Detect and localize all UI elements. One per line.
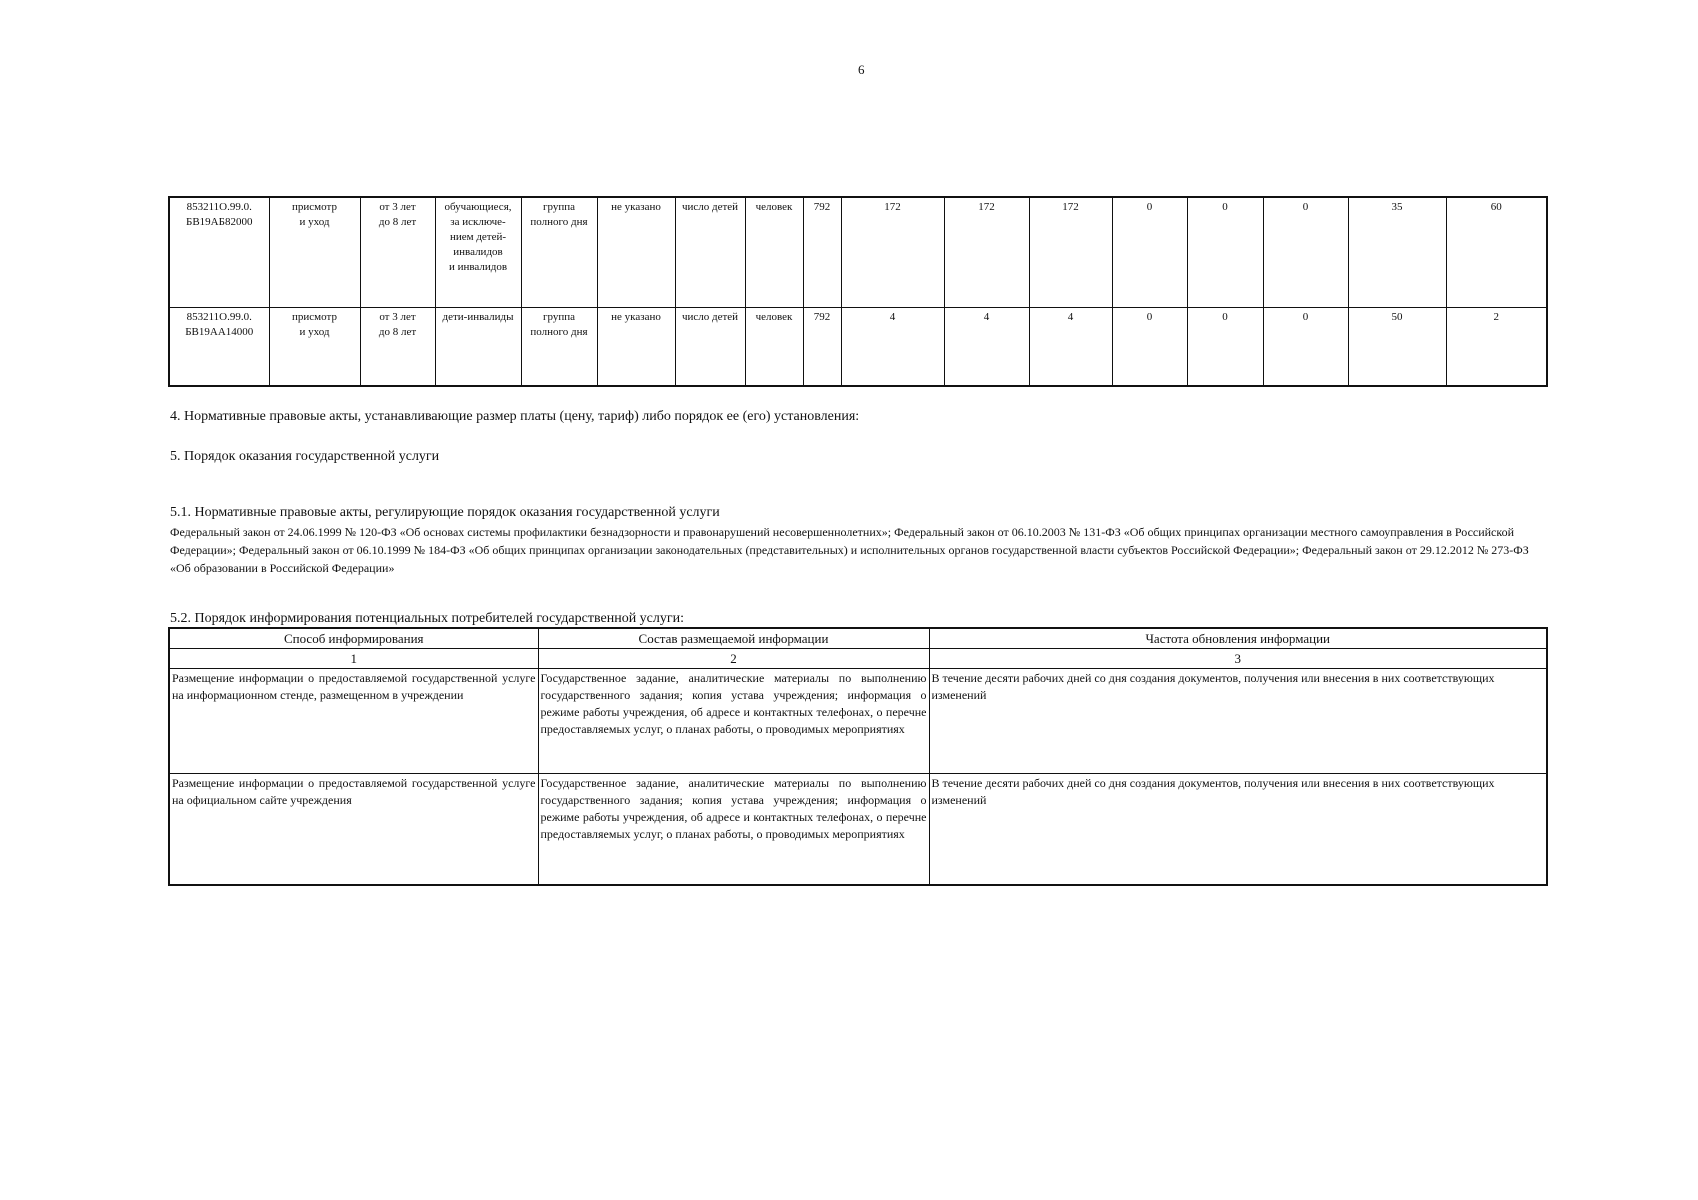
informing-table [168,627,1548,886]
table-cell: не указано [597,307,675,386]
table-cell: 853211О.99.0. БВ19АА14000 [169,307,269,386]
table-cell: 4 [1029,307,1112,386]
table-cell: 60 [1446,197,1547,307]
table-cell: группа полного дня [521,197,597,307]
table-cell: 2 [1446,307,1547,386]
table-cell: 35 [1348,197,1446,307]
section-5-heading: 5. Порядок оказания государственной услуги [170,449,440,464]
table-cell: 0 [1187,307,1263,386]
method-cell: Размещение информации о предоставляемой государственной услуге на информационном стенде, размещенном в учреждении [169,669,538,774]
table-cell: от 3 лет до 8 лет [360,197,435,307]
table-cell: 853211О.99.0. БВ19АБ82000 [169,197,269,307]
table-cell: группа полного дня [521,307,597,386]
table-cell: 172 [1029,197,1112,307]
table-cell: 0 [1263,197,1348,307]
table-cell: присмотр и уход [269,307,360,386]
header-frequency: Частота обновления информации [929,628,1547,649]
frequency-cell: В течение десяти рабочих дней со дня создания документов, получения или внесения в них соответствующих изменений [929,774,1547,886]
section-5-2-heading: 5.2. Порядок информирования потенциальных потребителей государственной услуги: [170,611,685,626]
column-number-1: 1 [169,649,538,669]
header-content: Состав размещаемой информации [538,628,929,649]
table-cell: 0 [1263,307,1348,386]
page-number: 6 [858,62,865,77]
table-cell: дети-инвалиды [435,307,521,386]
table-cell: 792 [803,307,841,386]
indicators-table [168,196,1548,387]
section-4-heading: 4. Нормативные правовые акты, устанавливающие размер платы (цену, тариф) либо порядок ее (его) установления: [170,409,860,424]
table-cell: число детей [675,307,745,386]
table-cell: 792 [803,197,841,307]
table-cell: человек [745,307,803,386]
table-cell: человек [745,197,803,307]
table-cell: 4 [841,307,944,386]
frequency-cell: В течение десяти рабочих дней со дня создания документов, получения или внесения в них соответствующих изменений [929,669,1547,774]
table-cell: присмотр и уход [269,197,360,307]
table-cell: 0 [1187,197,1263,307]
table-cell: число детей [675,197,745,307]
header-method: Способ информирования [169,628,538,649]
table-cell: от 3 лет до 8 лет [360,307,435,386]
table-cell: 0 [1112,307,1187,386]
column-number-2: 2 [538,649,929,669]
table-cell: 50 [1348,307,1446,386]
table-row [169,197,1547,307]
content-cell: Государственное задание, аналитические материалы по выполнению государственного задания; копия устава учреждения; информация о режиме работы учреждения, об адресе и контактных телефонах, о перечне предоставляемых услуг, о планах работы, о проводимых мероприятиях [538,774,929,886]
table-cell: 172 [841,197,944,307]
section-5-1-laws: Федеральный закон от 24.06.1999 № 120-ФЗ «Об основах системы профилактики безнадзорности и правонарушений несовершеннолетних»; Федеральный закон от 06.10.2003 № 131-ФЗ «Об общих принципах организации местного самоуправления в Российской Федерации»; Федеральный закон от 06.10.1999 № 184-ФЗ «Об общих принципах организации законодательных (представительных) и исполнительных органов государственной власти субъектов Российской Федерации»; Федеральный закон от 29.12.2012 № 273-ФЗ «Об образовании в Российской Федерации» [170,525,1529,575]
method-cell: Размещение информации о предоставляемой государственной услуге на официальном сайте учреждения [169,774,538,886]
table-cell: 4 [944,307,1029,386]
table-row [169,307,1547,386]
section-5-1-heading: 5.1. Нормативные правовые акты, регулирующие порядок оказания государственной услуги [170,505,720,520]
content-cell: Государственное задание, аналитические материалы по выполнению государственного задания; копия устава учреждения; информация о режиме работы учреждения, об адресе и контактных телефонах, о перечне предоставляемых услуг, о планах работы, о проводимых мероприятиях [538,669,929,774]
column-number-3: 3 [929,649,1547,669]
table-cell: 172 [944,197,1029,307]
table-cell: 0 [1112,197,1187,307]
table-cell: не указано [597,197,675,307]
table-cell: обучающиеся, за исключе- нием детей- инвалидов и инвалидов [435,197,521,307]
